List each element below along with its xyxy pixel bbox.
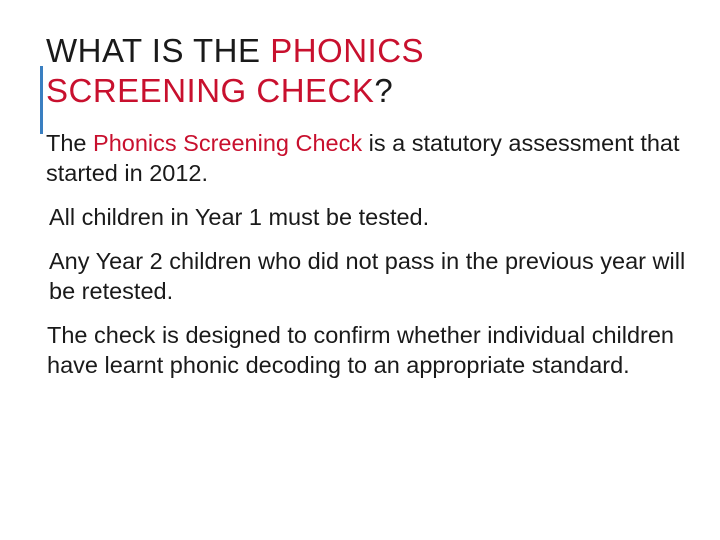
paragraph-1-lead: The bbox=[46, 130, 94, 156]
title-question-mark: ? bbox=[374, 72, 394, 109]
paragraph-statutory bbox=[46, 128, 686, 188]
title-accent-screening-check: SCREENING CHECK bbox=[46, 72, 375, 109]
slide-body bbox=[46, 128, 686, 380]
title-part-1: WHAT IS THE bbox=[46, 32, 271, 69]
title-accent-bar bbox=[40, 66, 43, 134]
paragraph-purpose: The check is designed to confirm whether individual children have learnt phonic decoding to an appropriate standard. bbox=[47, 322, 674, 378]
paragraph-year-1: All children in Year 1 must be tested. bbox=[49, 204, 430, 230]
paragraph-1-rest: is a statutory assessment that started in 2012. bbox=[46, 130, 680, 186]
slide-title bbox=[46, 31, 686, 111]
title-accent-phonics: PHONICS bbox=[270, 32, 425, 69]
paragraph-1-accent: Phonics Screening Check bbox=[93, 130, 363, 156]
paragraph-year-2: Any Year 2 children who did not pass in the previous year will be retested. bbox=[49, 248, 686, 304]
